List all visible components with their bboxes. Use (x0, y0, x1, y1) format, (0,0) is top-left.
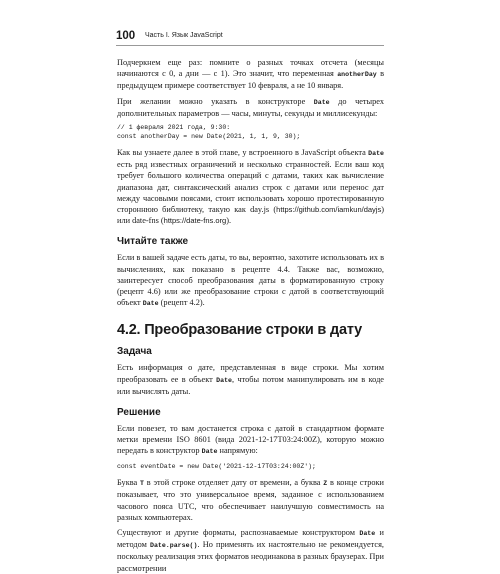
code-line: // 1 февраля 2021 года, 9:30: (117, 124, 231, 132)
section-title: 4.2. Преобразование строки в дату (117, 322, 362, 339)
inline-code: Date.parse() (149, 542, 198, 550)
paragraph-other-formats: Существуют и другие форматы, распознаваемые конструктором Date и методом Date.parse(). Но применять их настоятельно не рекомендуется, поскольку реализация этих форматов неодинакова в разных браузерах. При рассмотрении (117, 527, 384, 573)
inline-code: anotherDay (337, 71, 377, 79)
link-date-fns[interactable]: https://date-fns.org (163, 216, 227, 226)
code-line: const anotherDay = new Date(2021, 1, 1, 9, 30); (117, 132, 301, 140)
paragraph-libraries: Как вы узнаете далее в этой главе, у встроенного в JavaScript объекта Date есть ряд известных ограничений и несколько странностей. Если ваш код требует большого количества операций с датами, таких как вычисление диапазона дат, синтаксический анализ строк с датами или перенос дат между часовыми поясами, стоит использовать хорошо протестированную стороннюю библиотеку, такую как day.js (https://github.com/iamkun/dayjs) или date-fns (https://date-fns.org). (117, 148, 384, 226)
heading-solution: Решение (117, 407, 161, 419)
paragraph-see-also: Если в вашей задаче есть даты, то вы, вероятно, захотите использовать их в вычислениях, как показано в рецепте 4.4. Также вас, возможно, заинтересует способ преобразования даты в форматированную строку (рецепт 4.6) или же преобразование строки с датой в соответствующий объект Date (рецепт 4.2). (117, 253, 384, 308)
page-header (116, 29, 384, 43)
paragraph-iso: Если повезет, то вам достанется строка с датой в стандартном формате метки времени ISO 8601 (вида 2021-12-17T03:24:00Z), которую можно передать в конструктор Date напрямую: (117, 424, 384, 456)
inline-code: Date (313, 98, 330, 106)
paragraph-t-z: Буква T в этой строке отделяет дату от времени, а буква Z в конце строки показывает, что это универсальное время, заданное с использованием часового пояса UTC, что обеспечивает наилучшую совместимость на разных компьютерах. (117, 478, 384, 522)
code-block-1 (117, 124, 384, 141)
inline-code: Z (323, 480, 328, 488)
inline-code: Date (216, 376, 232, 384)
code-block-2 (117, 463, 384, 472)
inline-code: Date (142, 300, 159, 308)
running-head: Часть I. Язык JavaScript (145, 32, 223, 39)
page-number: 100 (116, 30, 136, 42)
inline-code: T (140, 480, 144, 488)
inline-code: Date (368, 150, 384, 158)
heading-task: Задача (117, 346, 152, 358)
heading-see-also: Читайте также (117, 236, 189, 248)
page-body (117, 57, 384, 574)
inline-code: Date (359, 529, 376, 537)
paragraph-extra-params: При желании можно указать в конструкторе Date до четырех дополнительных параметров — часы, минуты, секунды и миллисекунды: (117, 96, 384, 118)
link-dayjs[interactable]: https://github.com/iamkun/dayjs (276, 205, 382, 215)
inline-code: Date (201, 448, 218, 456)
paragraph-task: Есть информация о дате, представленная в виде строки. Мы хотим преобразовать ее в объект Date, чтобы потом манипулировать им в коде или вычислять даты. (117, 363, 384, 396)
code-line: const eventDate = new Date('2021-12-17T03:24:00Z'); (117, 462, 316, 470)
header-rule (116, 45, 384, 46)
paragraph-month-offset: Подчеркнем еще раз: помните о разных точках отсчета (месяцы начинаются с 0, а дни — с 1). Это значит, что переменная anotherDay в предыдущем примере соответствует 10 февраля, а не 10 января. (117, 58, 384, 91)
